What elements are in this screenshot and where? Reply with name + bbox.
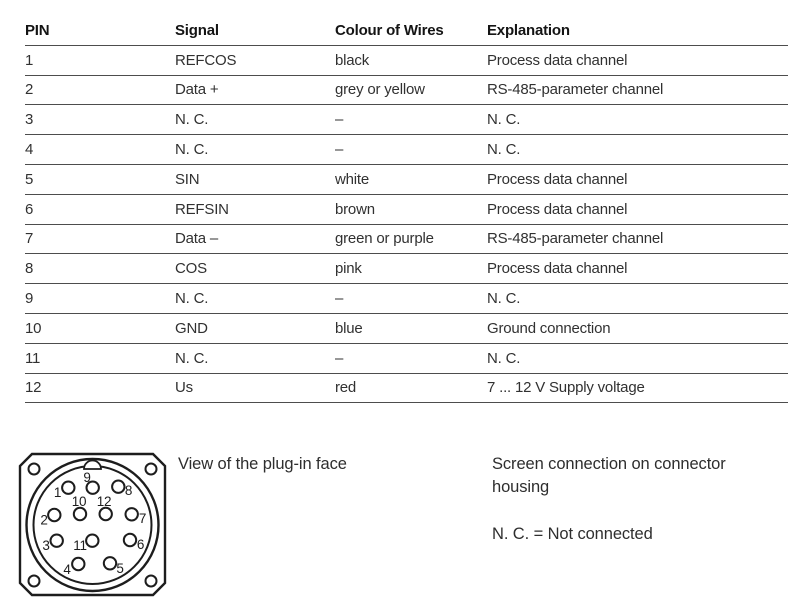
column-header: Explanation xyxy=(487,16,788,46)
table-cell: Process data channel xyxy=(487,254,788,284)
pin-number-label: 8 xyxy=(124,483,133,498)
pin-contact-6 xyxy=(124,534,136,546)
connector-diagram xyxy=(15,450,170,600)
table-cell: black xyxy=(335,46,487,76)
table-cell: 7 ... 12 V Supply voltage xyxy=(487,374,788,404)
pin-contact-7 xyxy=(126,508,138,520)
table-cell: 3 xyxy=(25,105,175,135)
pin-number-label: 3 xyxy=(42,538,50,553)
table-cell: Ground connection xyxy=(487,314,788,344)
table-cell: red xyxy=(335,374,487,404)
table-cell: N. C. xyxy=(487,284,788,314)
table-cell: 4 xyxy=(25,135,175,165)
diagram-caption: View of the plug-in face xyxy=(178,455,347,473)
table-cell: 8 xyxy=(25,254,175,284)
column-header: PIN xyxy=(25,16,175,46)
table-cell: blue xyxy=(335,314,487,344)
table-cell: 12 xyxy=(25,374,175,404)
pin-contact-8 xyxy=(112,481,124,493)
table-cell: – xyxy=(335,105,487,135)
table-cell: REFSIN xyxy=(175,195,335,225)
table-cell: 1 xyxy=(25,46,175,76)
pin-number-label: 6 xyxy=(136,537,145,552)
pin-number-label: 2 xyxy=(40,512,48,528)
pin-contact-12 xyxy=(100,508,112,520)
pin-contact-10 xyxy=(74,508,86,520)
pin-number-label: 9 xyxy=(83,470,91,485)
table-cell: N. C. xyxy=(487,135,788,165)
note-nc-definition: N. C. = Not connected xyxy=(492,525,653,543)
pin-number-label: 11 xyxy=(73,538,87,553)
table-cell: COS xyxy=(175,254,335,284)
pin-contact-3 xyxy=(51,535,63,547)
table-cell: green or purple xyxy=(335,225,487,255)
table-cell: 10 xyxy=(25,314,175,344)
table-cell: pink xyxy=(335,254,487,284)
table-cell: SIN xyxy=(175,165,335,195)
column-header: Signal xyxy=(175,16,335,46)
keyway-notch xyxy=(84,461,101,470)
pin-number-label: 1 xyxy=(53,485,62,500)
table-cell: 7 xyxy=(25,225,175,255)
table-cell: RS-485-parameter channel xyxy=(487,225,788,255)
table-cell: 11 xyxy=(25,344,175,374)
table-cell: – xyxy=(335,344,487,374)
table-cell: brown xyxy=(335,195,487,225)
table-cell: Us xyxy=(175,374,335,404)
pin-number-label: 7 xyxy=(138,511,147,526)
table-cell: 9 xyxy=(25,284,175,314)
pin-contact-5 xyxy=(104,557,116,569)
table-cell: GND xyxy=(175,314,335,344)
screw-hole-icon xyxy=(146,464,157,475)
pin-number-label: 10 xyxy=(71,494,87,509)
table-cell: N. C. xyxy=(175,344,335,374)
table-cell: N. C. xyxy=(487,344,788,374)
table-cell: grey or yellow xyxy=(335,76,487,106)
note-screen-connection: Screen connection on connector housing xyxy=(492,455,726,496)
table-cell: – xyxy=(335,284,487,314)
table-cell: N. C. xyxy=(487,105,788,135)
table-cell: Process data channel xyxy=(487,195,788,225)
table-cell: – xyxy=(335,135,487,165)
pin-contact-11 xyxy=(86,535,98,547)
table-cell: Process data channel xyxy=(487,46,788,76)
table-cell: Data – xyxy=(175,225,335,255)
pin-table xyxy=(25,16,788,403)
table-cell: 5 xyxy=(25,165,175,195)
table-cell: N. C. xyxy=(175,105,335,135)
column-header: Colour of Wires xyxy=(335,16,487,46)
screw-hole-icon xyxy=(146,576,157,587)
pin-number-label: 5 xyxy=(116,561,124,576)
table-cell: RS-485-parameter channel xyxy=(487,76,788,106)
table-cell: Data + xyxy=(175,76,335,106)
table-cell: N. C. xyxy=(175,284,335,314)
screw-hole-icon xyxy=(29,576,40,587)
pin-contact-4 xyxy=(72,558,84,570)
table-cell: 2 xyxy=(25,76,175,106)
pin-contact-2 xyxy=(48,509,60,521)
screw-hole-icon xyxy=(29,464,40,475)
table-cell: N. C. xyxy=(175,135,335,165)
pin-number-label: 4 xyxy=(63,562,71,577)
pin-contact-1 xyxy=(62,482,74,494)
table-cell: white xyxy=(335,165,487,195)
table-cell: REFCOS xyxy=(175,46,335,76)
table-cell: 6 xyxy=(25,195,175,225)
pin-number-label: 12 xyxy=(96,494,112,509)
table-cell: Process data channel xyxy=(487,165,788,195)
